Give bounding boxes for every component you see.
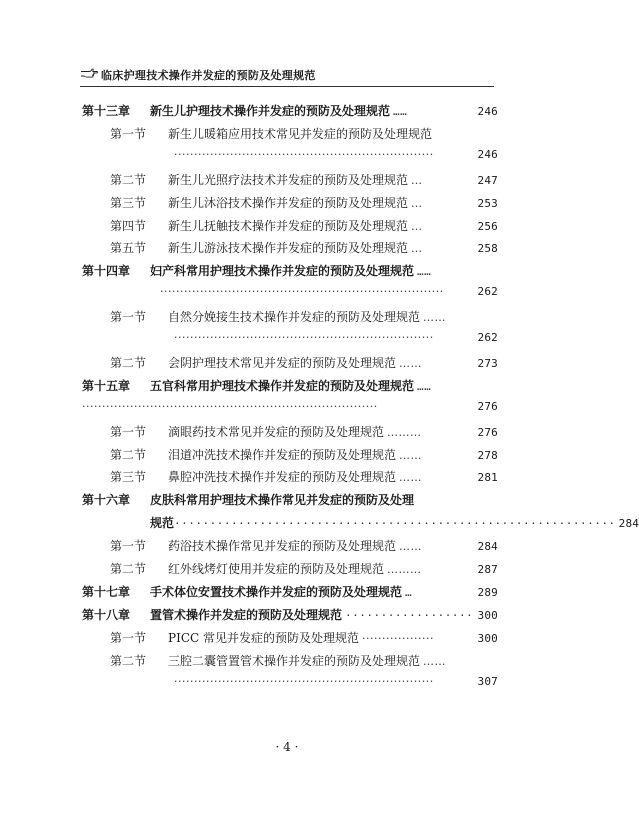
- toc-chapter-entry: [82, 606, 498, 626]
- entry-page: 273: [477, 356, 498, 370]
- toc-entry-continuation: [150, 514, 639, 534]
- entry-label: 第一节: [110, 126, 147, 141]
- entry-title: 规范: [150, 516, 175, 531]
- entry-label: 第一节: [110, 630, 147, 645]
- entry-title: 新生儿光照疗法技术并发症的预防及处理规范: [168, 172, 409, 187]
- entry-label: 第十五章: [82, 378, 131, 393]
- dot-leader: ……: [423, 311, 447, 325]
- dot-leader: ·································································: [174, 674, 434, 688]
- entry-label: 第二节: [110, 562, 147, 576]
- dot-leader: ……: [423, 654, 447, 668]
- entry-page: 253: [477, 196, 498, 210]
- entry-page: 246: [477, 147, 498, 161]
- entry-label: 第四节: [110, 218, 147, 233]
- entry-label: 第十三章: [82, 104, 131, 118]
- toc-chapter-entry: [82, 583, 498, 603]
- dot-leader: ··················: [345, 608, 474, 622]
- toc-section-entry: [110, 194, 498, 214]
- entry-page: 258: [477, 242, 498, 256]
- toc-section-entry: [110, 446, 498, 466]
- entry-title: 鼻腔冲洗技术操作并发症的预防及处理规范: [168, 470, 397, 485]
- dot-leader: ……: [393, 105, 408, 118]
- dot-leader: …: [411, 242, 423, 256]
- toc-entry-continuation: [174, 675, 498, 695]
- entry-page: 278: [477, 448, 498, 462]
- toc-entry-continuation: [82, 400, 498, 420]
- entry-page: 284: [477, 540, 498, 554]
- entry-title: 新生儿护理技术操作并发症的预防及处理规范: [150, 104, 391, 118]
- dot-leader: ··················: [362, 631, 434, 645]
- entry-title: 皮肤科常用护理技术操作常见并发症的预防及处理: [150, 493, 415, 508]
- dot-leader: …: [405, 585, 413, 599]
- entry-title: 新生儿暖箱应用技术常见并发症的预防及处理规范: [168, 126, 433, 141]
- toc-entry-continuation: [174, 148, 498, 168]
- entry-label: 第二节: [110, 447, 147, 462]
- entry-page: 246: [477, 105, 498, 118]
- toc-section-entry: [110, 354, 498, 374]
- entry-label: 第十八章: [82, 607, 131, 622]
- entry-page: 284: [618, 517, 639, 531]
- entry-label: 第十七章: [82, 584, 131, 599]
- entry-title: 三腔二囊管置管术操作并发症的预防及处理规范: [168, 653, 421, 668]
- entry-label: 第一节: [110, 310, 147, 325]
- toc-section-entry: [110, 468, 498, 488]
- dot-leader: ·······································································: [160, 285, 444, 299]
- toc-section-entry: [110, 171, 498, 191]
- dot-leader: ……: [417, 379, 432, 393]
- dot-leader: …: [411, 196, 423, 210]
- entry-page: 276: [477, 399, 498, 413]
- dot-leader: ·································································: [174, 331, 434, 344]
- toc-chapter-entry: [82, 102, 498, 122]
- entry-page: 262: [477, 331, 498, 344]
- entry-title: 手术体位安置技术操作并发症的预防及处理规范: [150, 584, 403, 599]
- entry-title: 滴眼药技术常见并发症的预防及处理规范: [168, 424, 385, 439]
- dot-leader: …: [411, 173, 423, 187]
- entry-page: 287: [477, 563, 498, 576]
- entry-title: 药浴技术操作常见并发症的预防及处理规范: [168, 539, 397, 554]
- dot-leader: ……: [399, 540, 423, 554]
- dot-leader: …: [411, 219, 423, 233]
- header-title: 临床护理技术操作并发症的预防及处理规范: [101, 69, 316, 82]
- entry-title: 自然分娩接生技术操作并发症的预防及处理规范: [168, 310, 421, 325]
- toc-section-entry: [110, 125, 498, 145]
- dot-leader: ………: [387, 563, 422, 576]
- toc-section-entry: [110, 560, 498, 580]
- entry-title: 泪道冲洗技术操作并发症的预防及处理规范: [168, 447, 397, 462]
- toc-section-entry: [110, 537, 498, 557]
- entry-page: 300: [477, 631, 498, 645]
- entry-label: 第一节: [110, 424, 147, 439]
- dot-leader: ……: [417, 265, 432, 279]
- toc-section-entry: [110, 423, 498, 443]
- entry-label: 第十四章: [82, 264, 131, 279]
- entry-label: 第一节: [110, 539, 147, 554]
- entry-title: 妇产科常用护理技术操作并发症的预防及处理规范: [150, 264, 415, 279]
- entry-label: 第五节: [110, 241, 147, 256]
- dot-leader: ……: [399, 448, 423, 462]
- dot-leader: ……: [399, 471, 423, 485]
- entry-title: 红外线烤灯使用并发症的预防及处理规范: [168, 562, 385, 576]
- toc-entry-continuation: [160, 285, 498, 305]
- entry-title: 置管术操作并发症的预防及处理规范: [150, 607, 343, 622]
- entry-page: 300: [477, 608, 498, 622]
- entry-title: 新生儿沐浴技术操作并发症的预防及处理规范: [168, 195, 409, 210]
- entry-page: 281: [477, 471, 498, 485]
- entry-label: 第二节: [110, 653, 147, 668]
- entry-title: 会阴护理技术常见并发症的预防及处理规范: [168, 355, 397, 370]
- entry-title: 新生儿抚触技术操作并发症的预防及处理规范: [168, 218, 409, 233]
- entry-page: 247: [477, 173, 498, 187]
- toc-section-entry: [110, 652, 498, 672]
- toc-section-entry: [110, 308, 498, 328]
- entry-label: 第三节: [110, 470, 147, 485]
- page-number: · 4 ·: [275, 740, 299, 754]
- dot-leader: ··········································································: [82, 399, 378, 413]
- entry-label: 第十六章: [82, 493, 131, 508]
- dot-leader: ……: [399, 356, 423, 370]
- toc-chapter-entry: [82, 262, 498, 282]
- entry-page: 276: [477, 425, 498, 439]
- entry-title: PICC 常见并发症的预防及处理规范: [168, 630, 359, 645]
- toc-chapter-entry: [82, 491, 498, 511]
- entry-label: 第二节: [110, 172, 147, 187]
- toc-entry-continuation: [174, 331, 498, 351]
- entry-page: 307: [477, 674, 498, 688]
- toc-section-entry: [110, 217, 498, 237]
- dot-leader: ·································································: [174, 147, 434, 161]
- entry-title: 五官科常用护理技术操作并发症的预防及处理规范: [150, 378, 415, 393]
- dot-leader: ······························································: [174, 517, 616, 531]
- toc-section-entry: [110, 239, 498, 259]
- entry-title: 新生儿游泳技术操作并发症的预防及处理规范: [168, 241, 409, 256]
- entry-page: 289: [477, 585, 498, 599]
- toc-chapter-entry: [82, 377, 498, 397]
- entry-page: 262: [477, 285, 498, 299]
- dot-leader: ………: [387, 425, 422, 439]
- entry-label: 第三节: [110, 195, 147, 210]
- toc-section-entry: [110, 629, 498, 649]
- entry-label: 第二节: [110, 355, 147, 370]
- entry-page: 256: [477, 219, 498, 233]
